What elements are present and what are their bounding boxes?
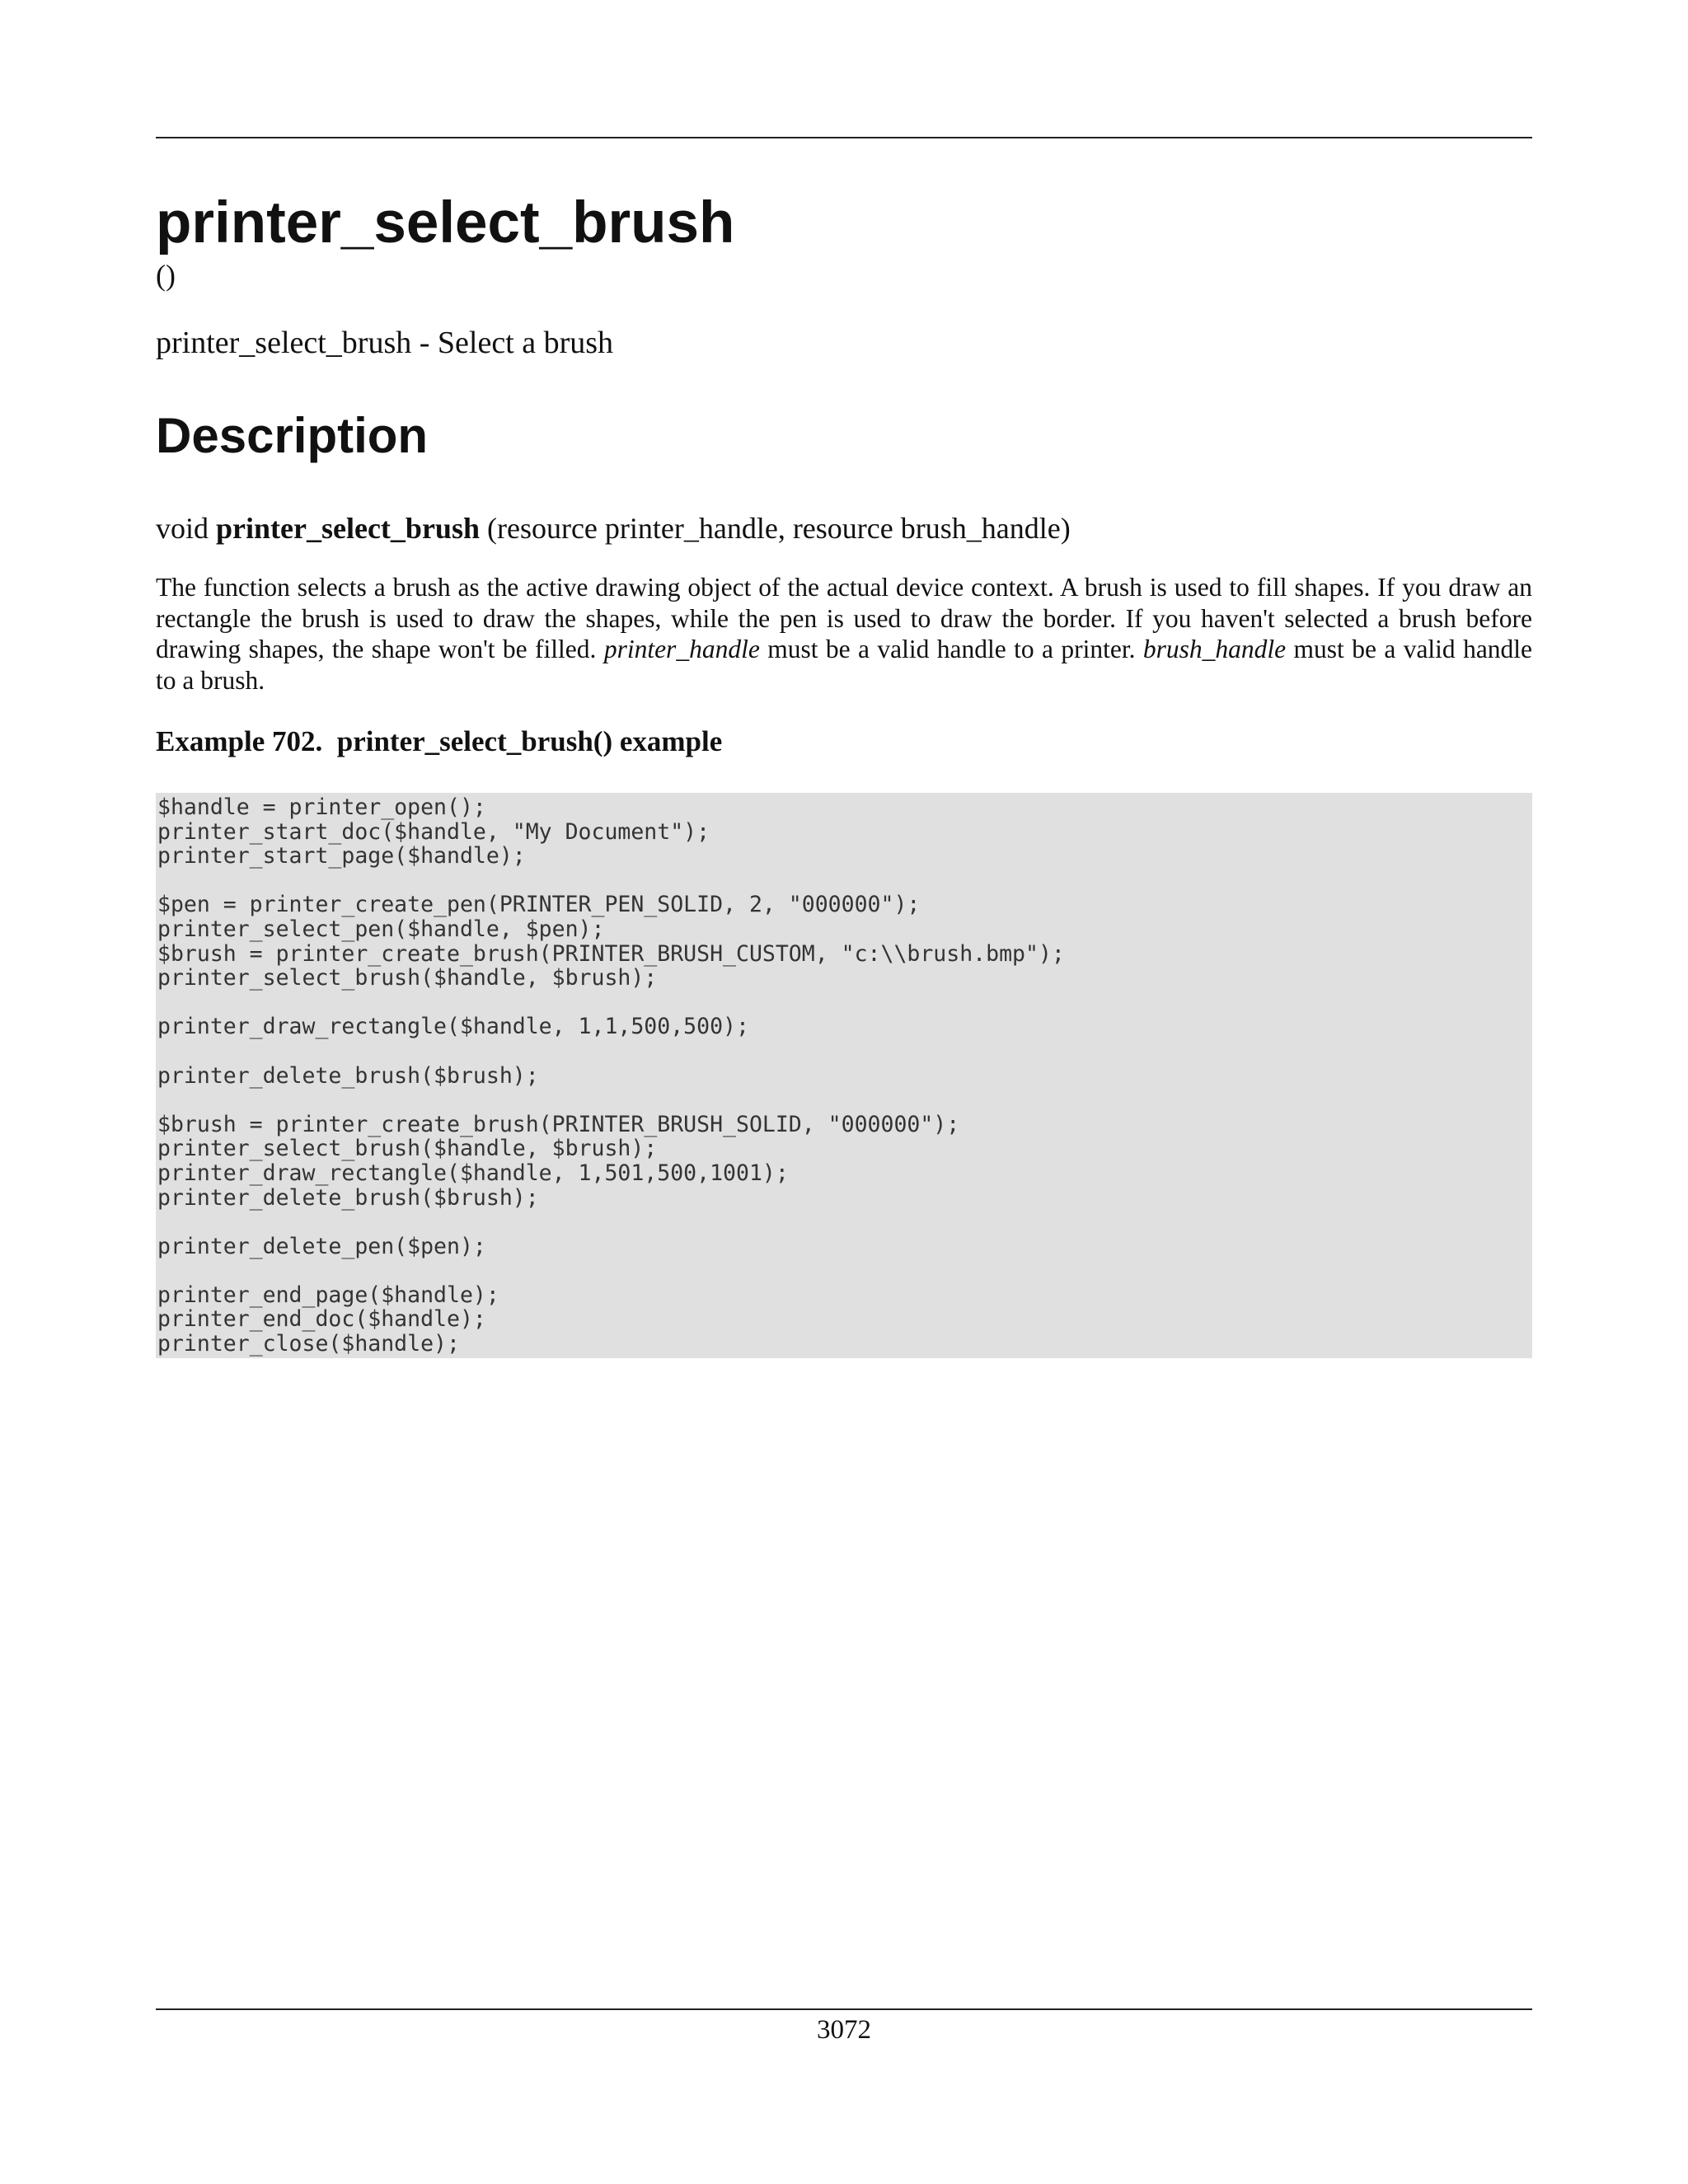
page-number: 3072 [817,2015,871,2045]
synopsis-return-type: void [156,512,209,545]
description-text-3: must be a valid handle to a brush. [156,635,1533,695]
function-synopsis [156,509,1071,547]
header-rule [156,137,1532,138]
function-parens: () [156,259,176,292]
example-title: Example 702. printer_select_brush() example [156,725,723,757]
function-purpose: printer_select_brush - Select a brush [156,326,614,360]
param-printer-handle: printer_handle [603,635,760,663]
function-title: printer_select_brush [156,190,735,255]
synopsis-params: (resource printer_handle, resource brush_handle) [486,512,1071,545]
description-text-2: must be a valid handle to a printer. [767,635,1136,663]
param-brush-handle: brush_handle [1142,635,1287,663]
example-code-block: $handle = printer_open(); printer_start_doc($handle, "My Document"); printer_start_page($handle); $pen = printer_create_pen(PRINTER_PEN_SOLID, 2, "000000"); printer_select_pen($handle, $pen); $brush = printer_create_brush(PRINTER_BRUSH_CUSTOM, "c:\\brush.bmp"); printer_select_brush($handle, $brush); printer_draw_rectangle($handle, 1,1,500,500); printer_delete_brush($brush); $brush = printer_create_brush(PRINTER_BRUSH_SOLID, "000000"); printer_select_brush($handle, $brush); printer_draw_rectangle($handle, 1,501,500,1001); printer_delete_brush($brush); printer_delete_pen($pen); printer_end_page($handle); printer_end_doc($handle); printer_close($handle); [156,793,1532,1358]
footer-rule [156,2008,1532,2010]
synopsis-function-name: printer_select_brush [216,512,480,545]
description-heading: Description [156,408,429,463]
description-text-1: The function selects a brush as the active drawing object of the actual device context. A brush is used to fill shapes. If you draw an rectangle the brush is used to draw the shapes, while the pen is used to draw the border. If you haven't selected a brush before drawing shapes, the shape won't be filled. [156,573,1532,663]
description-paragraph [156,572,1532,696]
